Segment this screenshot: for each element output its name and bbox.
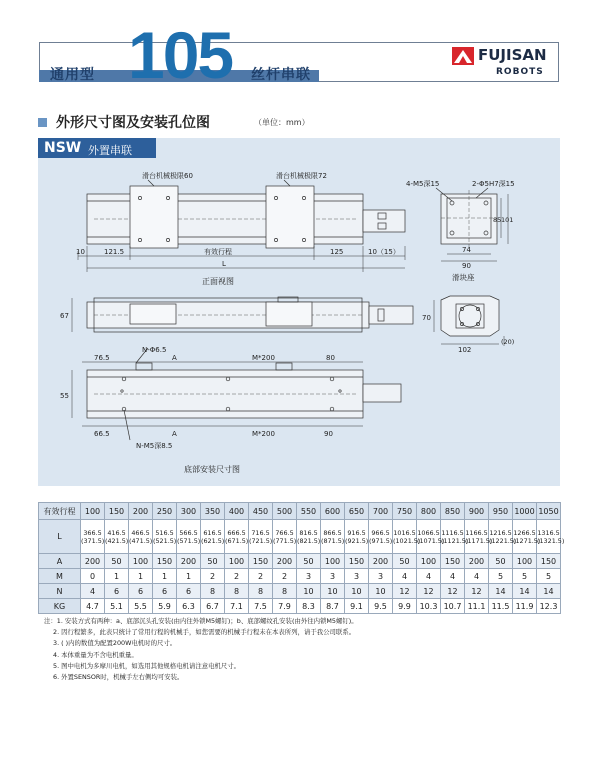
table-cell: 4 <box>441 569 465 584</box>
stroke-cell: 600 <box>321 503 345 520</box>
note-line: 6. 外置SENSOR时，机械手左右侧均可安装。 <box>53 673 184 682</box>
table-cell: 6 <box>129 584 153 599</box>
table-cell: 10 <box>297 584 321 599</box>
table-cell: 12 <box>417 584 441 599</box>
motor-dim-102: 102 <box>458 346 472 354</box>
stroke-cell: 500 <box>273 503 297 520</box>
table-cell: 3 <box>297 569 321 584</box>
table-cell <box>537 520 565 554</box>
bottom-dim-55: 55 <box>60 392 69 400</box>
cell-line: 866.5 <box>323 528 342 537</box>
cell-line: (771.5) <box>273 536 297 545</box>
technical-drawing <box>38 158 560 486</box>
table-cell: 14 <box>489 584 513 599</box>
bottom-dim-66-5: 66.5 <box>94 430 110 438</box>
front-dim-10-left: 10 <box>76 248 85 256</box>
table-cell <box>513 520 541 554</box>
table-cell: 100 <box>513 554 537 569</box>
table-cell: 10.3 <box>417 599 441 614</box>
table-cell: 11.9 <box>513 599 537 614</box>
table-cell: 150 <box>441 554 465 569</box>
spec-row-n <box>39 584 561 599</box>
table-cell: 1 <box>153 569 177 584</box>
stroke-cell: 650 <box>345 503 369 520</box>
table-cell: 3 <box>369 569 393 584</box>
row-label: L <box>39 520 81 554</box>
cell-line: (1221.5) <box>489 536 517 545</box>
seat-caption: 滑块座 <box>452 273 475 282</box>
stroke-cell: 950 <box>489 503 513 520</box>
table-cell: 8.3 <box>297 599 321 614</box>
stroke-cell: 400 <box>225 503 249 520</box>
spec-row-l <box>39 520 561 554</box>
cell-line: 516.5 <box>155 528 174 537</box>
stroke-header: 有效行程 <box>39 503 81 520</box>
table-cell: 8.7 <box>321 599 345 614</box>
table-cell: 200 <box>81 554 105 569</box>
bottom-dim-90: 90 <box>324 430 333 438</box>
table-cell <box>345 520 369 554</box>
table-cell <box>249 520 273 554</box>
table-cell: 50 <box>393 554 417 569</box>
table-cell: 150 <box>153 554 177 569</box>
motor-dim-20: (20) <box>501 338 515 346</box>
seat-dim-74: 74 <box>462 246 471 254</box>
front-stroke-label: 有效行程 <box>204 248 232 256</box>
table-cell <box>201 520 225 554</box>
table-cell <box>273 520 297 554</box>
cell-line: (571.5) <box>177 536 201 545</box>
table-cell <box>465 520 493 554</box>
side-dim-67: 67 <box>60 312 69 320</box>
table-cell: 200 <box>273 554 297 569</box>
stroke-cell: 800 <box>417 503 441 520</box>
section-bullet-icon <box>38 118 47 127</box>
table-cell: 14 <box>513 584 537 599</box>
seat-dim-85: 85 <box>493 216 502 224</box>
notes <box>44 616 564 683</box>
bottom-dim-m200-bottom: M*200 <box>252 430 275 438</box>
table-cell: 4 <box>393 569 417 584</box>
table-cell: 11.5 <box>489 599 513 614</box>
cell-line: 616.5 <box>203 528 222 537</box>
note-line: 5. 图中电机为多摩川电机，如选用其他规格电机请注意电机尺寸。 <box>53 661 241 670</box>
table-cell: 12 <box>441 584 465 599</box>
table-cell: 12.3 <box>537 599 561 614</box>
table-cell: 10 <box>345 584 369 599</box>
stroke-cell: 1050 <box>537 503 561 520</box>
cell-line: 716.5 <box>251 528 270 537</box>
table-cell: 3 <box>345 569 369 584</box>
table-cell: 10 <box>321 584 345 599</box>
table-cell <box>105 520 129 554</box>
model-number: 105 <box>128 18 233 92</box>
bottom-label-a-bottom: A <box>172 430 177 438</box>
seat-dim-90: 90 <box>462 262 471 270</box>
stroke-cell: 100 <box>81 503 105 520</box>
stroke-cell: 700 <box>369 503 393 520</box>
table-cell: 7.5 <box>249 599 273 614</box>
seat-holes-label: 4-M5深15 <box>406 180 440 188</box>
cell-line: (971.5) <box>369 536 393 545</box>
variant-tab <box>38 138 156 158</box>
table-cell: 5 <box>489 569 513 584</box>
cell-line: 566.5 <box>179 528 198 537</box>
table-cell <box>153 520 177 554</box>
cell-line: (1121.5) <box>441 536 469 545</box>
motor-dim-70: 70 <box>422 314 431 322</box>
cell-line: 366.5 <box>83 528 102 537</box>
table-cell: 8 <box>273 584 297 599</box>
category-suffix: 丝杆串联 <box>251 67 311 83</box>
bottom-label-a-top: A <box>172 354 177 362</box>
table-cell <box>417 520 445 554</box>
row-label: N <box>39 584 81 599</box>
spec-table <box>38 502 565 614</box>
bottom-view-drawing <box>72 348 401 440</box>
stroke-row <box>39 503 561 520</box>
stroke-cell: 750 <box>393 503 417 520</box>
cell-line: (921.5) <box>345 536 369 545</box>
stroke-cell: 550 <box>297 503 321 520</box>
table-cell: 1 <box>105 569 129 584</box>
table-cell: 3 <box>321 569 345 584</box>
variant-code: NSW <box>44 140 82 156</box>
table-cell: 4 <box>465 569 489 584</box>
table-cell: 6 <box>153 584 177 599</box>
table-cell <box>177 520 201 554</box>
cell-line: (671.5) <box>225 536 249 545</box>
row-label: M <box>39 569 81 584</box>
table-cell: 5.9 <box>153 599 177 614</box>
table-cell: 7.1 <box>225 599 249 614</box>
cell-line: (371.5) <box>81 536 105 545</box>
cell-line: (1171.5) <box>465 536 493 545</box>
table-cell <box>225 520 249 554</box>
cell-line: 666.5 <box>227 528 246 537</box>
cell-line: (421.5) <box>105 536 129 545</box>
fujisan-mountain-icon <box>452 47 474 65</box>
slide-limit-left-label: 滑台机械极限60 <box>142 172 193 180</box>
table-cell: 2 <box>249 569 273 584</box>
table-cell: 10.7 <box>441 599 465 614</box>
table-cell: 200 <box>465 554 489 569</box>
bottom-dim-80: 80 <box>326 354 335 362</box>
cell-line: (1321.5) <box>537 536 565 545</box>
spec-row-a <box>39 554 561 569</box>
table-cell: 150 <box>537 554 561 569</box>
cell-line: (1071.5) <box>417 536 445 545</box>
row-label: A <box>39 554 81 569</box>
table-cell: 1 <box>129 569 153 584</box>
spec-row-m <box>39 569 561 584</box>
cell-line: 1116.5 <box>441 528 464 537</box>
stroke-cell: 350 <box>201 503 225 520</box>
table-cell: 2 <box>225 569 249 584</box>
cell-line: 1216.5 <box>489 528 512 537</box>
cell-line: (1021.5) <box>393 536 421 545</box>
table-cell: 6 <box>105 584 129 599</box>
table-cell: 6 <box>177 584 201 599</box>
front-dim-125: 125 <box>330 248 344 256</box>
section-unit: （单位：mm） <box>254 118 310 127</box>
table-cell: 8 <box>201 584 225 599</box>
table-cell: 4 <box>417 569 441 584</box>
slide-seat-drawing <box>436 188 508 261</box>
spec-row-kg <box>39 599 561 614</box>
table-cell: 150 <box>345 554 369 569</box>
table-cell: 14 <box>537 584 561 599</box>
table-cell: 8 <box>249 584 273 599</box>
cell-line: 416.5 <box>107 528 126 537</box>
table-cell: 100 <box>417 554 441 569</box>
stroke-cell: 450 <box>249 503 273 520</box>
table-cell: 11.1 <box>465 599 489 614</box>
bottom-dim-76-5: 76.5 <box>94 354 110 362</box>
row-label: KG <box>39 599 81 614</box>
cell-line: (621.5) <box>201 536 225 545</box>
table-cell: 6.7 <box>201 599 225 614</box>
table-cell <box>393 520 421 554</box>
cell-line: 966.5 <box>371 528 390 537</box>
front-dim-10-15: 10（15） <box>368 248 400 256</box>
bottom-dim-m200-top: M*200 <box>252 354 275 362</box>
table-cell <box>321 520 345 554</box>
cell-line: (821.5) <box>297 536 321 545</box>
table-cell: 6.3 <box>177 599 201 614</box>
table-cell: 5.5 <box>129 599 153 614</box>
brand-logo <box>452 45 556 79</box>
table-cell: 5 <box>537 569 561 584</box>
cell-line: 1066.5 <box>417 528 440 537</box>
table-cell: 2 <box>201 569 225 584</box>
section-title: 外形尺寸图及安装孔位图 <box>56 115 210 131</box>
table-cell: 10 <box>369 584 393 599</box>
brand-sub: ROBOTS <box>496 67 544 77</box>
note-line: 3. ( )内的数值为配置200W电机时的尺寸。 <box>53 639 177 648</box>
bottom-tapped-label: N-M5深8.5 <box>136 442 173 450</box>
stroke-cell: 850 <box>441 503 465 520</box>
table-cell: 0 <box>81 569 105 584</box>
seat-pin-label: 2-Φ5H7深15 <box>472 180 515 188</box>
cell-line: (521.5) <box>153 536 177 545</box>
stroke-cell: 1000 <box>513 503 537 520</box>
side-view-drawing <box>72 297 413 332</box>
table-cell: 9.1 <box>345 599 369 614</box>
table-cell: 200 <box>369 554 393 569</box>
stroke-cell: 150 <box>105 503 129 520</box>
cell-line: 1316.5 <box>537 528 560 537</box>
table-cell: 50 <box>105 554 129 569</box>
table-cell <box>369 520 393 554</box>
table-cell: 5 <box>513 569 537 584</box>
table-cell <box>129 520 153 554</box>
stroke-cell: 250 <box>153 503 177 520</box>
table-cell: 12 <box>393 584 417 599</box>
seat-dim-101: 101 <box>501 216 514 224</box>
cell-line: 766.5 <box>275 528 294 537</box>
brand-name: FUJISAN <box>478 46 547 64</box>
table-cell: 4 <box>81 584 105 599</box>
table-cell: 8 <box>225 584 249 599</box>
cell-line: 916.5 <box>347 528 366 537</box>
table-cell: 12 <box>465 584 489 599</box>
table-cell: 150 <box>249 554 273 569</box>
slide-limit-right-label: 滑台机械极限72 <box>276 172 327 180</box>
note-line: 4. 本体重量为不含电机重量。 <box>53 650 138 659</box>
table-cell <box>297 520 321 554</box>
variant-name: 外置串联 <box>88 144 132 157</box>
table-cell: 4.7 <box>81 599 105 614</box>
stroke-cell: 200 <box>129 503 153 520</box>
cell-line: 466.5 <box>131 528 150 537</box>
stroke-cell: 300 <box>177 503 201 520</box>
table-cell <box>441 520 469 554</box>
category-prefix: 通用型 <box>50 67 95 83</box>
front-length-label: L <box>222 260 226 268</box>
front-view-caption: 正面视图 <box>202 277 234 286</box>
table-cell: 2 <box>273 569 297 584</box>
table-cell: 7.9 <box>273 599 297 614</box>
table-cell: 50 <box>297 554 321 569</box>
cell-line: 1166.5 <box>465 528 488 537</box>
table-cell: 50 <box>201 554 225 569</box>
table-cell: 50 <box>489 554 513 569</box>
cell-line: 1266.5 <box>513 528 536 537</box>
stroke-cell: 900 <box>465 503 489 520</box>
table-cell <box>489 520 517 554</box>
cell-line: (1271.5) <box>513 536 541 545</box>
note-line: 注：1. 安装方式有两种：a、底部沉头孔安装(由内往外锁M5螺钉)；b、底部螺纹孔安装(由外往内锁M5螺钉)。 <box>44 617 358 625</box>
cell-line: 816.5 <box>299 528 318 537</box>
cell-line: (471.5) <box>129 536 153 545</box>
table-cell: 1 <box>177 569 201 584</box>
cell-line: 1016.5 <box>393 528 416 537</box>
front-dim-121-5: 121.5 <box>104 248 125 256</box>
cell-line: (721.5) <box>249 536 273 545</box>
table-cell: 5.1 <box>105 599 129 614</box>
cell-line: (871.5) <box>321 536 345 545</box>
table-cell: 200 <box>177 554 201 569</box>
table-cell: 100 <box>129 554 153 569</box>
table-cell <box>81 520 105 554</box>
bottom-view-caption: 底部安装尺寸图 <box>184 465 240 474</box>
table-cell: 9.5 <box>369 599 393 614</box>
motor-end-drawing <box>434 296 504 346</box>
front-view-drawing <box>78 180 405 272</box>
note-line: 2. 因行程繁多，此表只统计了常用行程的机械手，如您需要的机械手行程未在本表所列，请于我公司联系。 <box>53 628 356 637</box>
table-cell: 100 <box>321 554 345 569</box>
bottom-counterbore-label: N-Φ6.5 <box>142 346 167 354</box>
table-cell: 9.9 <box>393 599 417 614</box>
table-cell: 100 <box>225 554 249 569</box>
